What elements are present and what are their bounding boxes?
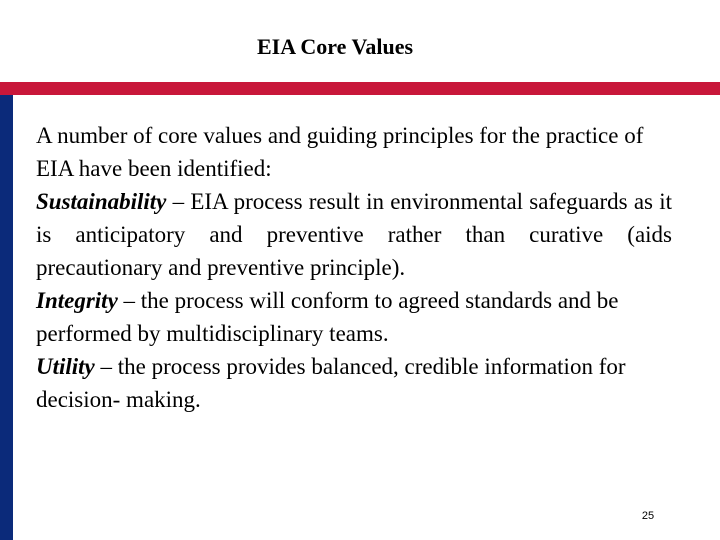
- core-value-description: – the process will conform to agreed standards and be performed by multidisciplinary teams.: [36, 288, 619, 346]
- slide-title: EIA Core Values: [256, 34, 414, 59]
- core-value-sustainability: [36, 185, 672, 284]
- left-accent-bar: [0, 95, 13, 540]
- core-value-utility: [36, 350, 672, 416]
- page-number: 25: [641, 510, 655, 522]
- core-value-integrity: [36, 284, 672, 350]
- core-value-term: Integrity: [36, 288, 118, 313]
- core-value-term: Sustainability: [36, 189, 167, 214]
- core-value-description: – EIA process result in environmental safeguards as it is anticipatory and preventive rather than curative (aids precautionary and preventive principle).: [36, 189, 672, 280]
- slide-body: [36, 119, 672, 416]
- core-value-term: Utility: [36, 354, 95, 379]
- intro-paragraph: A number of core values and guiding principles for the practice of EIA have been identified:: [36, 123, 644, 181]
- core-value-description: – the process provides balanced, credible information for decision- making.: [36, 354, 626, 412]
- header-divider-bar: [0, 82, 720, 95]
